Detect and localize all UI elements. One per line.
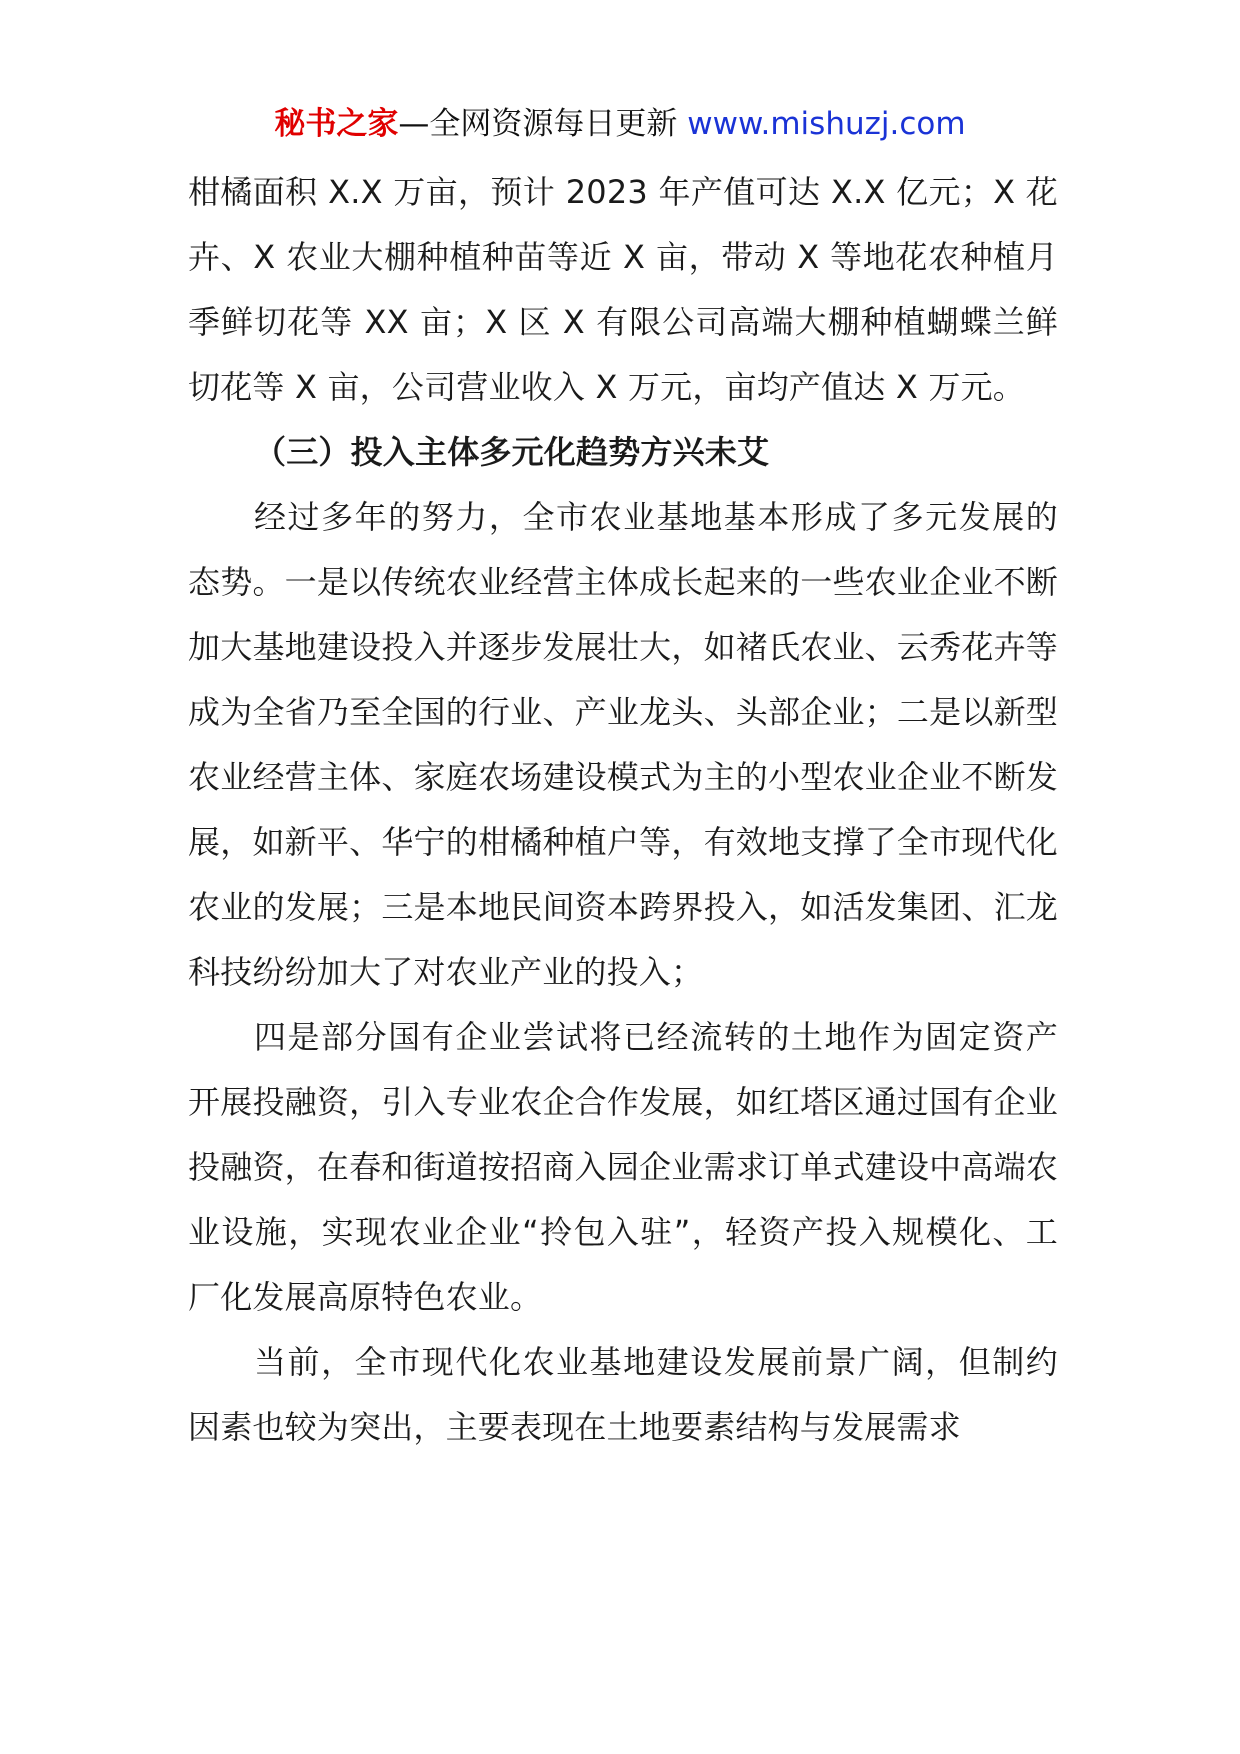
- section-heading: （三）投入主体多元化趋势方兴未艾: [254, 433, 770, 471]
- page-header: [0, 104, 1240, 144]
- paragraph-diversified-investment: 经过多年的努力，全市农业基地基本形成了多元发展的态势。一是以传统农业经营主体成长起来的一些农业企业不断加大基地建设投入并逐步发展壮大，如褚氏农业、云秀花卉等成为全省乃至全国的行业、产业龙头、头部企业；二是以新型农业经营主体、家庭农场建设模式为主的小型农业企业不断发展，如新平、华宁的柑橘种植户等，有效地支撑了全市现代化农业的发展；三是本地民间资本跨界投入，如活发集团、汇龙科技纷纷加大了对农业产业的投入；: [188, 498, 1058, 991]
- paragraph-state-enterprises: 四是部分国有企业尝试将已经流转的土地作为固定资产开展投融资，引入专业农企合作发展，如红塔区通过国有企业投融资，在春和街道按招商入园企业需求订单式建设中高端农业设施，实现农业企业“拎包入驻”，轻资产投入规模化、工厂化发展高原特色农业。: [188, 1018, 1058, 1316]
- paragraph-continued: 柑橘面积 X.X 万亩，预计 2023 年产值可达 X.X 亿元；X 花卉、X 农业大棚种植种苗等近 X 亩，带动 X 等地花农种植月季鲜切花等 XX 亩；X 区 X 有限公司高端大棚种植蝴蝶兰鲜切花等 X 亩，公司营业收入 X 万元，亩均产值达 X 万元。: [188, 173, 1058, 406]
- brand-name: 秘书之家: [274, 106, 399, 142]
- header-tagline: —全网资源每日更新: [398, 106, 678, 142]
- paragraph-current-situation: 当前，全市现代化农业基地建设发展前景广阔，但制约因素也较为突出，主要表现在土地要素结构与发展需求: [188, 1343, 1058, 1446]
- document-body: [188, 160, 1058, 1460]
- site-url[interactable]: www.mishuzj.com: [687, 106, 966, 142]
